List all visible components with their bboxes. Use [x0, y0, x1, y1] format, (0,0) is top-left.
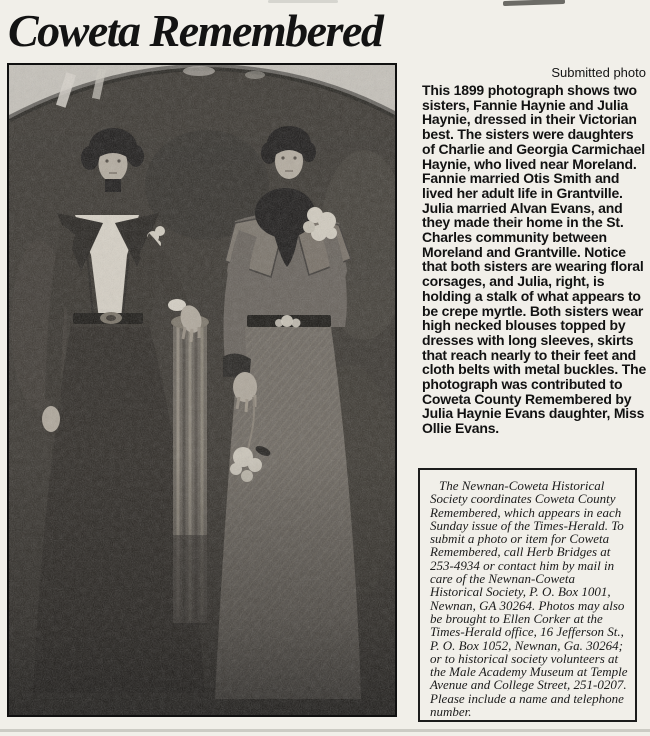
scan-artifact-line — [0, 729, 650, 732]
caption-column — [422, 66, 648, 436]
scan-smudge-dark — [503, 0, 565, 6]
photo-illustration — [9, 65, 395, 715]
photo-credit: Submitted photo — [551, 65, 646, 80]
page-title: Coweta Remembered — [8, 5, 383, 56]
scan-smudge-light — [268, 0, 338, 3]
photo-grain-coarse — [9, 65, 395, 715]
historical-society-info-box — [418, 468, 637, 722]
info-box-text: The Newnan-Coweta Historical Society coordinates Coweta County Remembered, which appears in each Sunday issue of the Times-Herald. To submit a photo or item for Coweta Remembered, call Herb Bridges at 253-4934 or contact him by mail in care of the Newnan-Coweta Historical Society, P. O. Box 1001, Newnan, GA 30264. Photos may also be brought to Ellen Corker at the Times-Herald office, 16 Jefferson St., P. O. Box 1052, Newnan, Ga. 30264; or to historical society volunteers at the Male Academy Museum at Temple Avenue and College Street, 251-0207. Please include a name and telephone number. — [430, 478, 628, 720]
photo-caption: This 1899 photograph shows two sisters, Fannie Haynie and Julia Haynie, dressed in their Victorian best. The sisters were daughters of Charlie and Georgia Carmichael Haynie, who lived near Moreland. Fannie married Otis Smith and lived her adult life in Grantville. Julia married Alvan Evans, and they made their home in the St. Charles community between Moreland and Grantville. Notice that both sisters are wearing floral corsages, and Julia, right, is holding a stalk of what appears to be crepe myrtle. Both sisters wear high necked blouses topped by dresses with long sleeves, skirts that reach nearly to their feet and cloth belts with metal buckles. The photograph was contributed to Coweta County Remembered by Julia Haynie Evans daughter, Miss Ollie Evans. — [422, 82, 647, 437]
sisters-photograph — [7, 63, 397, 717]
